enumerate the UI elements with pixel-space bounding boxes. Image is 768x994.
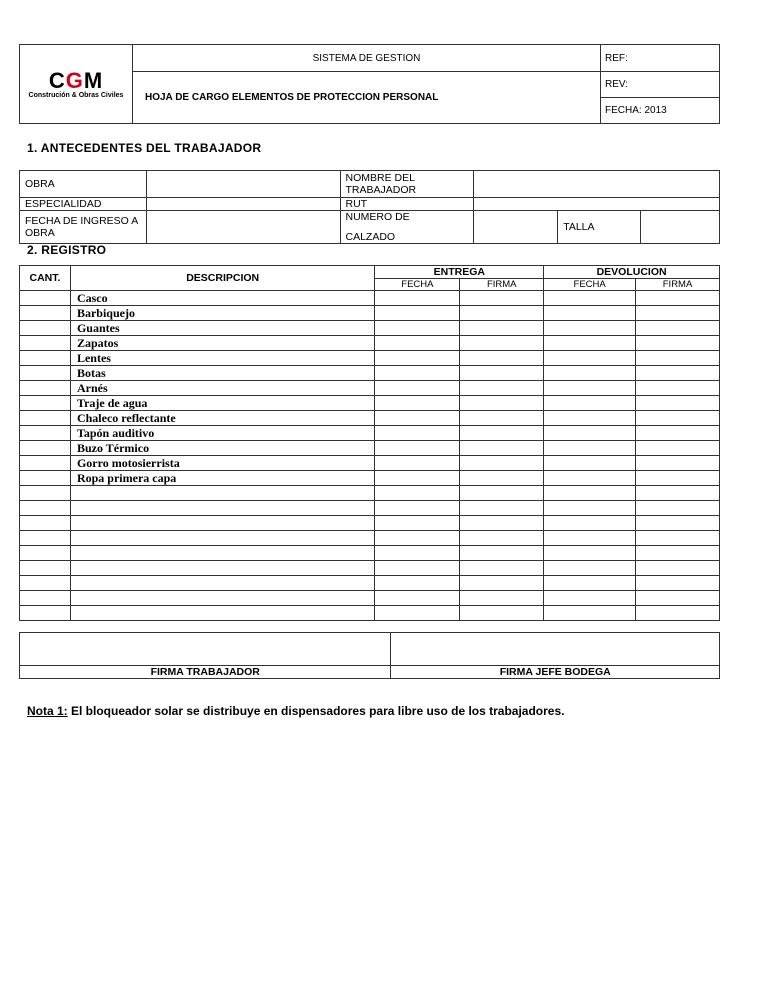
rut-label: RUT [340,198,474,211]
cant-cell[interactable] [20,486,71,501]
registro-row [20,516,720,531]
descripcion-cell [70,576,374,591]
devolucion-firma-cell[interactable] [636,321,720,336]
nombre-label: NOMBRE DEL TRABAJADOR [340,171,474,198]
devolucion-fecha-cell[interactable] [544,546,636,561]
col-descripcion: DESCRIPCION [70,266,374,291]
nombre-input[interactable] [474,171,720,198]
worker-info-table [19,170,720,244]
cant-cell[interactable] [20,501,71,516]
devolucion-fecha-cell[interactable] [544,576,636,591]
descripcion-cell: Ropa primera capa [70,471,374,486]
note-label: Nota 1: [27,704,68,718]
header-table [19,44,720,124]
fecha-ingreso-input[interactable] [146,211,340,244]
registro-row [20,396,720,411]
registro-row [20,291,720,306]
cant-cell[interactable] [20,441,71,456]
devolucion-fecha-cell[interactable] [544,291,636,306]
entrega-fecha-cell[interactable] [375,456,460,471]
cant-cell[interactable] [20,306,71,321]
entrega-firma-cell[interactable] [460,471,544,486]
devolucion-fecha-cell[interactable] [544,321,636,336]
devolucion-fecha-cell[interactable] [544,516,636,531]
registro-row [20,546,720,561]
entrega-fecha-cell[interactable] [375,561,460,576]
cant-cell[interactable] [20,321,71,336]
registro-row [20,591,720,606]
entrega-firma-cell[interactable] [460,606,544,621]
entrega-fecha-cell[interactable] [375,531,460,546]
talla-label: TALLA [558,211,641,244]
descripcion-cell: Guantes [70,321,374,336]
logo-subtitle: Construción & Obras Civiles [28,91,124,99]
document-title: HOJA DE CARGO ELEMENTOS DE PROTECCION PERSONAL [133,72,601,124]
descripcion-cell: Botas [70,366,374,381]
entrega-fecha-cell[interactable] [375,516,460,531]
entrega-firma-cell[interactable] [460,561,544,576]
entrega-firma-cell[interactable] [460,426,544,441]
devolucion-fecha-cell[interactable] [544,441,636,456]
devolucion-firma-cell[interactable] [636,351,720,366]
calzado-input[interactable] [474,211,558,244]
devolucion-firma-cell[interactable] [636,606,720,621]
registro-row [20,501,720,516]
obra-label: OBRA [20,171,147,198]
entrega-firma-cell[interactable] [460,591,544,606]
fecha-field[interactable]: FECHA: 2013 [601,98,720,124]
devolucion-fecha-cell[interactable] [544,351,636,366]
entrega-firma-cell[interactable] [460,531,544,546]
descripcion-cell [70,561,374,576]
rev-field[interactable]: REV: [601,72,720,98]
devolucion-fecha-cell[interactable] [544,606,636,621]
devolucion-firma-cell[interactable] [636,336,720,351]
entrega-firma-cell[interactable] [460,456,544,471]
especialidad-label: ESPECIALIDAD [20,198,147,211]
cant-cell[interactable] [20,516,71,531]
entrega-fecha-cell[interactable] [375,426,460,441]
descripcion-cell: Tapón auditivo [70,426,374,441]
registro-row [20,381,720,396]
registro-row [20,576,720,591]
cant-cell[interactable] [20,456,71,471]
entrega-fecha-cell[interactable] [375,591,460,606]
devolucion-fecha-cell[interactable] [544,591,636,606]
descripcion-cell: Traje de agua [70,396,374,411]
entrega-firma-cell[interactable] [460,396,544,411]
descripcion-cell [70,531,374,546]
entrega-firma-cell[interactable] [460,441,544,456]
registro-row [20,366,720,381]
entrega-fecha-cell[interactable] [375,306,460,321]
cant-cell[interactable] [20,411,71,426]
col-devolucion-fecha: FECHA [544,279,636,291]
descripcion-cell: Chaleco reflectante [70,411,374,426]
registro-row [20,306,720,321]
col-entrega-firma: FIRMA [460,279,544,291]
devolucion-firma-cell[interactable] [636,411,720,426]
entrega-firma-cell[interactable] [460,321,544,336]
entrega-firma-cell[interactable] [460,516,544,531]
devolucion-firma-cell[interactable] [636,291,720,306]
entrega-fecha-cell[interactable] [375,381,460,396]
entrega-firma-cell[interactable] [460,486,544,501]
devolucion-firma-cell[interactable] [636,366,720,381]
cant-cell[interactable] [20,351,71,366]
note-text: El bloqueador solar se distribuye en dispensadores para libre uso de los trabajadores. [67,704,565,718]
devolucion-firma-cell[interactable] [636,516,720,531]
cant-cell[interactable] [20,606,71,621]
system-label: SISTEMA DE GESTION [133,45,601,72]
descripcion-cell: Arnés [70,381,374,396]
entrega-firma-cell[interactable] [460,546,544,561]
cant-cell[interactable] [20,366,71,381]
entrega-fecha-cell[interactable] [375,291,460,306]
entrega-firma-cell[interactable] [460,351,544,366]
section-antecedentes: 1. ANTECEDENTES DEL TRABAJADOR [27,141,262,155]
rut-input[interactable] [474,198,720,211]
descripcion-cell: Buzo Térmico [70,441,374,456]
note [27,704,565,718]
entrega-fecha-cell[interactable] [375,411,460,426]
descripcion-cell: Casco [70,291,374,306]
devolucion-fecha-cell[interactable] [544,306,636,321]
devolucion-firma-cell[interactable] [636,486,720,501]
registro-row [20,456,720,471]
entrega-firma-cell[interactable] [460,366,544,381]
calzado-label: NUMERO DE CALZADO [340,211,474,244]
cant-cell[interactable] [20,576,71,591]
devolucion-fecha-cell[interactable] [544,411,636,426]
entrega-fecha-cell[interactable] [375,606,460,621]
descripcion-cell [70,591,374,606]
registro-row [20,321,720,336]
col-devolucion: DEVOLUCION [544,266,720,279]
firma-trabajador-label: FIRMA TRABAJADOR [20,666,391,679]
registro-table [19,265,720,621]
talla-input[interactable] [641,211,720,244]
cant-cell[interactable] [20,471,71,486]
devolucion-fecha-cell[interactable] [544,471,636,486]
cant-cell[interactable] [20,336,71,351]
entrega-fecha-cell[interactable] [375,546,460,561]
entrega-fecha-cell[interactable] [375,501,460,516]
registro-row [20,486,720,501]
devolucion-fecha-cell[interactable] [544,381,636,396]
devolucion-firma-cell[interactable] [636,531,720,546]
entrega-fecha-cell[interactable] [375,336,460,351]
descripcion-cell [70,486,374,501]
descripcion-cell: Barbiquejo [70,306,374,321]
descripcion-cell: Lentes [70,351,374,366]
col-entrega: ENTREGA [375,266,544,279]
cant-cell[interactable] [20,396,71,411]
cant-cell[interactable] [20,531,71,546]
devolucion-fecha-cell[interactable] [544,501,636,516]
firma-jefe-label: FIRMA JEFE BODEGA [391,666,720,679]
registro-row [20,411,720,426]
entrega-firma-cell[interactable] [460,306,544,321]
registro-row [20,351,720,366]
logo-mark: CGM [48,67,104,93]
obra-input[interactable] [146,171,340,198]
devolucion-fecha-cell[interactable] [544,426,636,441]
devolucion-firma-cell[interactable] [636,471,720,486]
cant-cell[interactable] [20,291,71,306]
col-devolucion-firma: FIRMA [636,279,720,291]
descripcion-cell [70,606,374,621]
col-entrega-fecha: FECHA [375,279,460,291]
registro-row [20,606,720,621]
entrega-fecha-cell[interactable] [375,486,460,501]
logo [20,45,133,124]
fecha-ingreso-label: FECHA DE INGRESO A OBRA [20,211,147,244]
devolucion-fecha-cell[interactable] [544,396,636,411]
entrega-fecha-cell[interactable] [375,351,460,366]
entrega-firma-cell[interactable] [460,576,544,591]
devolucion-firma-cell[interactable] [636,501,720,516]
signature-table [19,632,720,679]
descripcion-cell: Zapatos [70,336,374,351]
registro-body [20,291,720,621]
ref-field[interactable]: REF: [601,45,720,72]
entrega-fecha-cell[interactable] [375,576,460,591]
entrega-firma-cell[interactable] [460,501,544,516]
entrega-fecha-cell[interactable] [375,321,460,336]
devolucion-firma-cell[interactable] [636,306,720,321]
descripcion-cell [70,516,374,531]
devolucion-firma-cell[interactable] [636,441,720,456]
firma-jefe-box[interactable] [391,633,720,666]
registro-row [20,561,720,576]
cant-cell[interactable] [20,561,71,576]
col-cant: CANT. [20,266,71,291]
devolucion-fecha-cell[interactable] [544,336,636,351]
entrega-fecha-cell[interactable] [375,441,460,456]
entrega-firma-cell[interactable] [460,381,544,396]
entrega-fecha-cell[interactable] [375,366,460,381]
section-registro: 2. REGISTRO [27,243,107,257]
devolucion-firma-cell[interactable] [636,396,720,411]
descripcion-cell [70,546,374,561]
firma-trabajador-box[interactable] [20,633,391,666]
devolucion-fecha-cell[interactable] [544,531,636,546]
cant-cell[interactable] [20,591,71,606]
devolucion-firma-cell[interactable] [636,576,720,591]
devolucion-fecha-cell[interactable] [544,456,636,471]
registro-row [20,441,720,456]
devolucion-firma-cell[interactable] [636,381,720,396]
devolucion-firma-cell[interactable] [636,561,720,576]
devolucion-fecha-cell[interactable] [544,486,636,501]
cant-cell[interactable] [20,426,71,441]
entrega-firma-cell[interactable] [460,336,544,351]
registro-row [20,336,720,351]
devolucion-firma-cell[interactable] [636,546,720,561]
entrega-fecha-cell[interactable] [375,471,460,486]
devolucion-firma-cell[interactable] [636,591,720,606]
entrega-fecha-cell[interactable] [375,396,460,411]
devolucion-fecha-cell[interactable] [544,366,636,381]
descripcion-cell [70,501,374,516]
devolucion-fecha-cell[interactable] [544,561,636,576]
cant-cell[interactable] [20,381,71,396]
registro-row [20,531,720,546]
cant-cell[interactable] [20,546,71,561]
registro-row [20,471,720,486]
descripcion-cell: Gorro motosierrista [70,456,374,471]
entrega-firma-cell[interactable] [460,291,544,306]
devolucion-firma-cell[interactable] [636,426,720,441]
entrega-firma-cell[interactable] [460,411,544,426]
devolucion-firma-cell[interactable] [636,456,720,471]
especialidad-input[interactable] [146,198,340,211]
registro-row [20,426,720,441]
